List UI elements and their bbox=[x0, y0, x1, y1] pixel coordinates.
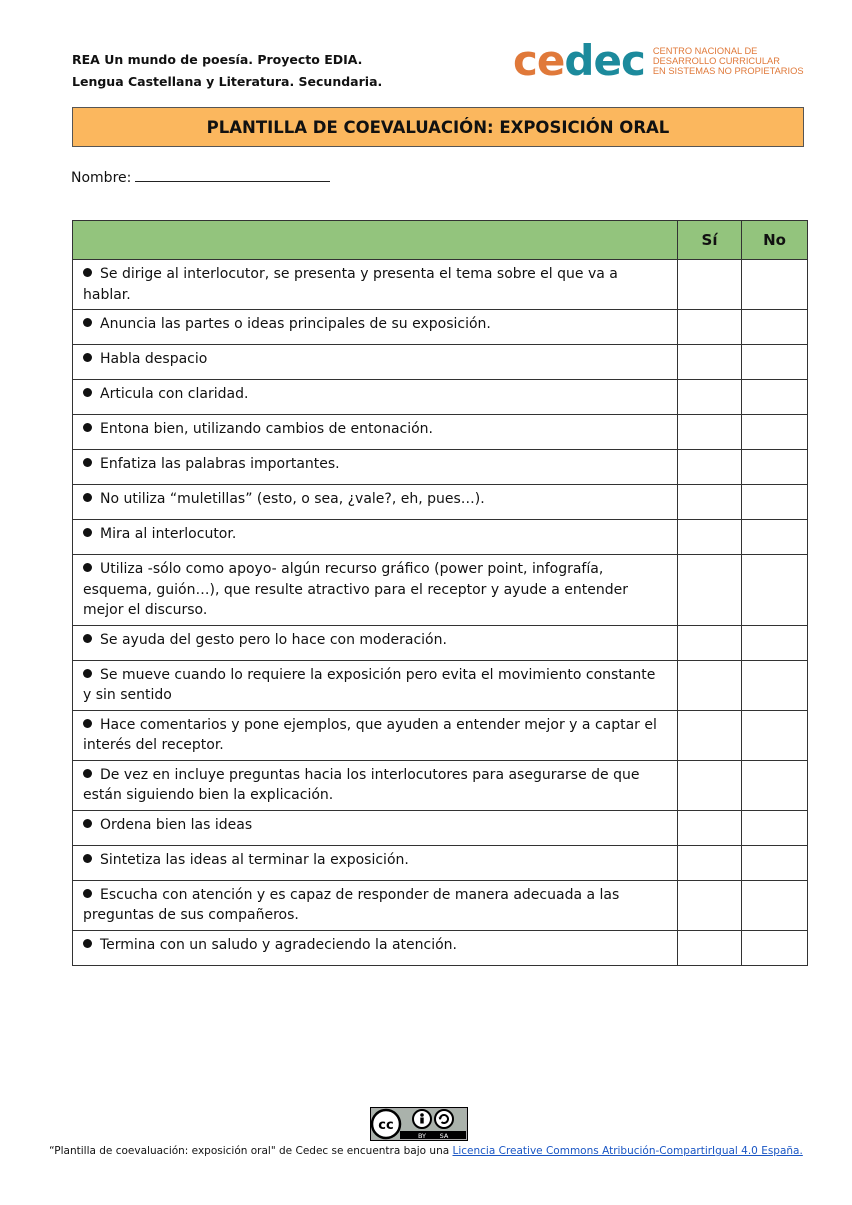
yes-column-header: Sí bbox=[678, 221, 742, 260]
bullet-icon bbox=[83, 493, 92, 502]
criterion-cell bbox=[73, 930, 678, 965]
table-row bbox=[73, 260, 808, 310]
bullet-icon bbox=[83, 769, 92, 778]
yes-checkbox-cell[interactable] bbox=[678, 760, 742, 810]
no-checkbox-cell[interactable] bbox=[742, 310, 808, 345]
criterion-text: Habla despacio bbox=[100, 351, 208, 367]
header-line-project: REA Un mundo de poesía. Proyecto EDIA. bbox=[72, 52, 363, 67]
criteria-header bbox=[73, 221, 678, 260]
cc-text: cc bbox=[378, 1118, 394, 1133]
table-row bbox=[73, 450, 808, 485]
criterion-cell bbox=[73, 555, 678, 626]
criterion-cell bbox=[73, 310, 678, 345]
criterion-text: Ordena bien las ideas bbox=[100, 816, 253, 833]
license-footer bbox=[0, 1145, 852, 1157]
criterion-cell bbox=[73, 810, 678, 845]
table-row bbox=[73, 660, 808, 710]
table-header-row bbox=[73, 221, 808, 260]
criterion-cell bbox=[73, 660, 678, 710]
no-checkbox-cell[interactable] bbox=[742, 880, 808, 930]
page-title: PLANTILLA DE COEVALUACIÓN: EXPOSICIÓN ORAL bbox=[72, 107, 804, 147]
table-row bbox=[73, 845, 808, 880]
table-row bbox=[73, 520, 808, 555]
criterion-text: Sintetiza las ideas al terminar la exposición. bbox=[100, 851, 409, 868]
table-row bbox=[73, 380, 808, 415]
yes-checkbox-cell[interactable] bbox=[678, 710, 742, 760]
no-checkbox-cell[interactable] bbox=[742, 760, 808, 810]
criterion-text: Escucha con atención y es capaz de responder de manera adecuada a las preguntas de sus compañeros. bbox=[83, 886, 620, 923]
yes-checkbox-cell[interactable] bbox=[678, 310, 742, 345]
criterion-text: Mira al interlocutor. bbox=[100, 526, 237, 542]
no-checkbox-cell[interactable] bbox=[742, 710, 808, 760]
bullet-icon bbox=[83, 669, 92, 678]
criterion-text: No utiliza “muletillas” (esto, o sea, ¿vale?, eh, pues…). bbox=[100, 491, 485, 507]
table-row bbox=[73, 760, 808, 810]
table-row bbox=[73, 810, 808, 845]
criterion-text: Enfatiza las palabras importantes. bbox=[100, 456, 340, 472]
yes-checkbox-cell[interactable] bbox=[678, 450, 742, 485]
sa-text: SA bbox=[439, 1132, 449, 1140]
cedec-logo-tagline: CENTRO NACIONAL DE DESARROLLO CURRICULAR EN SISTEMAS NO PROPIETARIOS bbox=[652, 46, 804, 76]
table-row bbox=[73, 930, 808, 965]
yes-checkbox-cell[interactable] bbox=[678, 810, 742, 845]
criterion-text: Anuncia las partes o ideas principales de su exposición. bbox=[100, 316, 491, 332]
criterion-text: De vez en incluye preguntas hacia los interlocutores para asegurarse de que están siguiendo bien la explicación. bbox=[83, 766, 640, 803]
bullet-icon bbox=[83, 318, 92, 327]
document-header bbox=[72, 49, 382, 93]
yes-checkbox-cell[interactable] bbox=[678, 485, 742, 520]
yes-checkbox-cell[interactable] bbox=[678, 880, 742, 930]
criterion-text: Termina con un saludo y agradeciendo la atención. bbox=[100, 936, 458, 953]
no-column-header: No bbox=[742, 221, 808, 260]
no-checkbox-cell[interactable] bbox=[742, 415, 808, 450]
criterion-cell bbox=[73, 380, 678, 415]
name-label: Nombre: bbox=[71, 170, 132, 186]
name-field bbox=[71, 166, 330, 186]
criterion-cell bbox=[73, 845, 678, 880]
bullet-icon bbox=[83, 854, 92, 863]
no-checkbox-cell[interactable] bbox=[742, 450, 808, 485]
criterion-text: Hace comentarios y pone ejemplos, que ayuden a entender mejor y a captar el interés del receptor. bbox=[83, 716, 657, 753]
yes-checkbox-cell[interactable] bbox=[678, 845, 742, 880]
criterion-cell bbox=[73, 450, 678, 485]
bullet-icon bbox=[83, 458, 92, 467]
yes-checkbox-cell[interactable] bbox=[678, 660, 742, 710]
criterion-text: Articula con claridad. bbox=[100, 386, 249, 402]
yes-checkbox-cell[interactable] bbox=[678, 345, 742, 380]
yes-checkbox-cell[interactable] bbox=[678, 625, 742, 660]
table-row bbox=[73, 710, 808, 760]
criterion-cell bbox=[73, 345, 678, 380]
no-checkbox-cell[interactable] bbox=[742, 380, 808, 415]
yes-checkbox-cell[interactable] bbox=[678, 930, 742, 965]
bullet-icon bbox=[83, 388, 92, 397]
yes-checkbox-cell[interactable] bbox=[678, 415, 742, 450]
bullet-icon bbox=[83, 353, 92, 362]
cedec-logo-word: cedec bbox=[513, 36, 645, 85]
no-checkbox-cell[interactable] bbox=[742, 345, 808, 380]
no-checkbox-cell[interactable] bbox=[742, 845, 808, 880]
name-input-line[interactable] bbox=[135, 166, 330, 182]
bullet-icon bbox=[83, 939, 92, 948]
license-text: “Plantilla de coevaluación: exposición oral" de Cedec se encuentra bajo una bbox=[49, 1145, 453, 1157]
criterion-cell bbox=[73, 485, 678, 520]
criterion-text: Utiliza -sólo como apoyo- algún recurso gráfico (power point, infografía, esquema, guión…), que resulte atractivo para el receptor y ayude a entender mejor el discurso. bbox=[83, 561, 629, 618]
yes-checkbox-cell[interactable] bbox=[678, 260, 742, 310]
yes-checkbox-cell[interactable] bbox=[678, 380, 742, 415]
criterion-cell bbox=[73, 520, 678, 555]
criterion-cell bbox=[73, 760, 678, 810]
table-row bbox=[73, 345, 808, 380]
yes-checkbox-cell[interactable] bbox=[678, 555, 742, 626]
criterion-cell bbox=[73, 625, 678, 660]
criterion-text: Entona bien, utilizando cambios de entonación. bbox=[100, 421, 433, 437]
header-line-subject: Lengua Castellana y Literatura. Secundaria. bbox=[72, 74, 383, 89]
bullet-icon bbox=[83, 563, 92, 572]
criterion-cell bbox=[73, 415, 678, 450]
table-row bbox=[73, 310, 808, 345]
table-row bbox=[73, 625, 808, 660]
bullet-icon bbox=[83, 423, 92, 432]
cedec-logo bbox=[513, 36, 804, 85]
criterion-cell bbox=[73, 260, 678, 310]
no-checkbox-cell[interactable] bbox=[742, 520, 808, 555]
bullet-icon bbox=[83, 528, 92, 537]
no-checkbox-cell[interactable] bbox=[742, 930, 808, 965]
no-checkbox-cell[interactable] bbox=[742, 260, 808, 310]
bullet-icon bbox=[83, 719, 92, 728]
by-text: BY bbox=[417, 1132, 427, 1140]
table-row bbox=[73, 485, 808, 520]
criterion-cell bbox=[73, 710, 678, 760]
table-row bbox=[73, 880, 808, 930]
no-checkbox-cell[interactable] bbox=[742, 810, 808, 845]
yes-checkbox-cell[interactable] bbox=[678, 520, 742, 555]
bullet-icon bbox=[83, 889, 92, 898]
criterion-text: Se ayuda del gesto pero lo hace con moderación. bbox=[100, 631, 447, 648]
evaluation-table bbox=[72, 220, 808, 966]
criterion-text: Se mueve cuando lo requiere la exposición pero evita el movimiento constante y sin sentido bbox=[83, 666, 656, 703]
no-checkbox-cell[interactable] bbox=[742, 555, 808, 626]
no-checkbox-cell[interactable] bbox=[742, 485, 808, 520]
table-row bbox=[73, 555, 808, 626]
bullet-icon bbox=[83, 268, 92, 277]
license-link[interactable]: Licencia Creative Commons Atribución-CompartirIgual 4.0 España. bbox=[452, 1145, 803, 1157]
cc-by-sa-badge bbox=[370, 1107, 468, 1145]
bullet-icon bbox=[83, 634, 92, 643]
no-checkbox-cell[interactable] bbox=[742, 625, 808, 660]
no-checkbox-cell[interactable] bbox=[742, 660, 808, 710]
criterion-cell bbox=[73, 880, 678, 930]
criterion-text: Se dirige al interlocutor, se presenta y presenta el tema sobre el que va a hablar. bbox=[83, 266, 618, 303]
bullet-icon bbox=[83, 819, 92, 828]
table-row bbox=[73, 415, 808, 450]
